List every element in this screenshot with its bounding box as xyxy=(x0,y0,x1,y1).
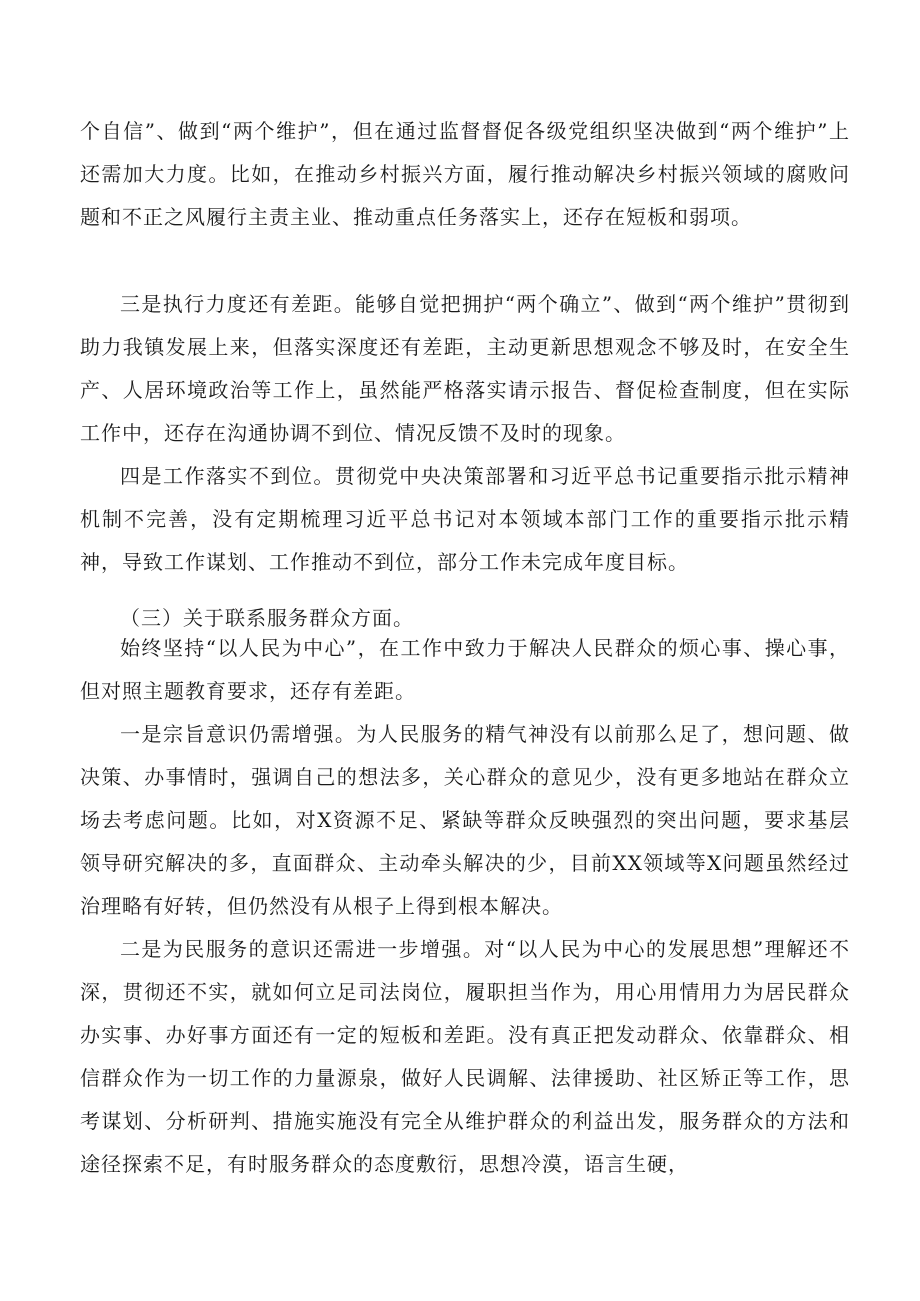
section-heading: （三）关于联系服务群众方面。 xyxy=(120,606,414,630)
paragraph-5: 一是宗旨意识仍需增强。为人民服务的精气神没有以前那么足了，想问题、做决策、办事情时，强调自己的想法多，关心群众的意见少，没有更多地站在群众立场去考虑问题。比如，对X资源不足、紧缺等群众反映强烈的突出问题，要求基层领导研究解决的多，直面群众、主动牵头解决的少，目前XX领域等X问题虽然经过治理略有好转，但仍然没有从根子上得到根本解决。 xyxy=(80,722,850,918)
paragraph-6: 二是为民服务的意识还需进一步增强。对“以人民为中心的发展思想”理解还不深，贯彻还不实，就如何立足司法岗位，履职担当作为，用心用情用力为居民群众办实事、办好事方面还有一定的短板和差距。没有真正把发动群众、依靠群众、相信群众作为一切工作的力量源泉，做好人民调解、法律援助、社区矫正等工作，思考谋划、分析研判、措施实施没有完全从维护群众的利益出发，服务群众的方法和途径探索不足，有时服务群众的态度敷衍，思想冷漠，语言生硬， xyxy=(80,937,850,1176)
paragraph-4: 始终坚持“以人民为中心”，在工作中致力于解决人民群众的烦心事、操心事，但对照主题教育要求，还存有差距。 xyxy=(80,636,850,703)
paragraph-1: 个自信”、做到“两个维护”，但在通过监督督促各级党组织坚决做到“两个维护”上还需加大力度。比如，在推动乡村振兴方面，履行推动解决乡村振兴领域的腐败问题和不正之风履行主责主业、推动重点任务落实上，还存在短板和弱项。 xyxy=(80,119,850,229)
paragraph-3: 四是工作落实不到位。贯彻党中央决策部署和习近平总书记重要指示批示精神机制不完善，没有定期梳理习近平总书记对本领域本部门工作的重要指示批示精神，导致工作谋划、工作推动不到位，部分工作未完成年度目标。 xyxy=(80,464,850,574)
paragraph-2: 三是执行力度还有差距。能够自觉把拥护“两个确立”、做到“两个维护”贯彻到助力我镇发展上来，但落实深度还有差距，主动更新思想观念不够及时，在安全生产、人居环境政治等工作上，虽然能严格落实请示报告、督促检查制度，但在实际工作中，还存在沟通协调不到位、情况反馈不及时的现象。 xyxy=(80,292,850,445)
